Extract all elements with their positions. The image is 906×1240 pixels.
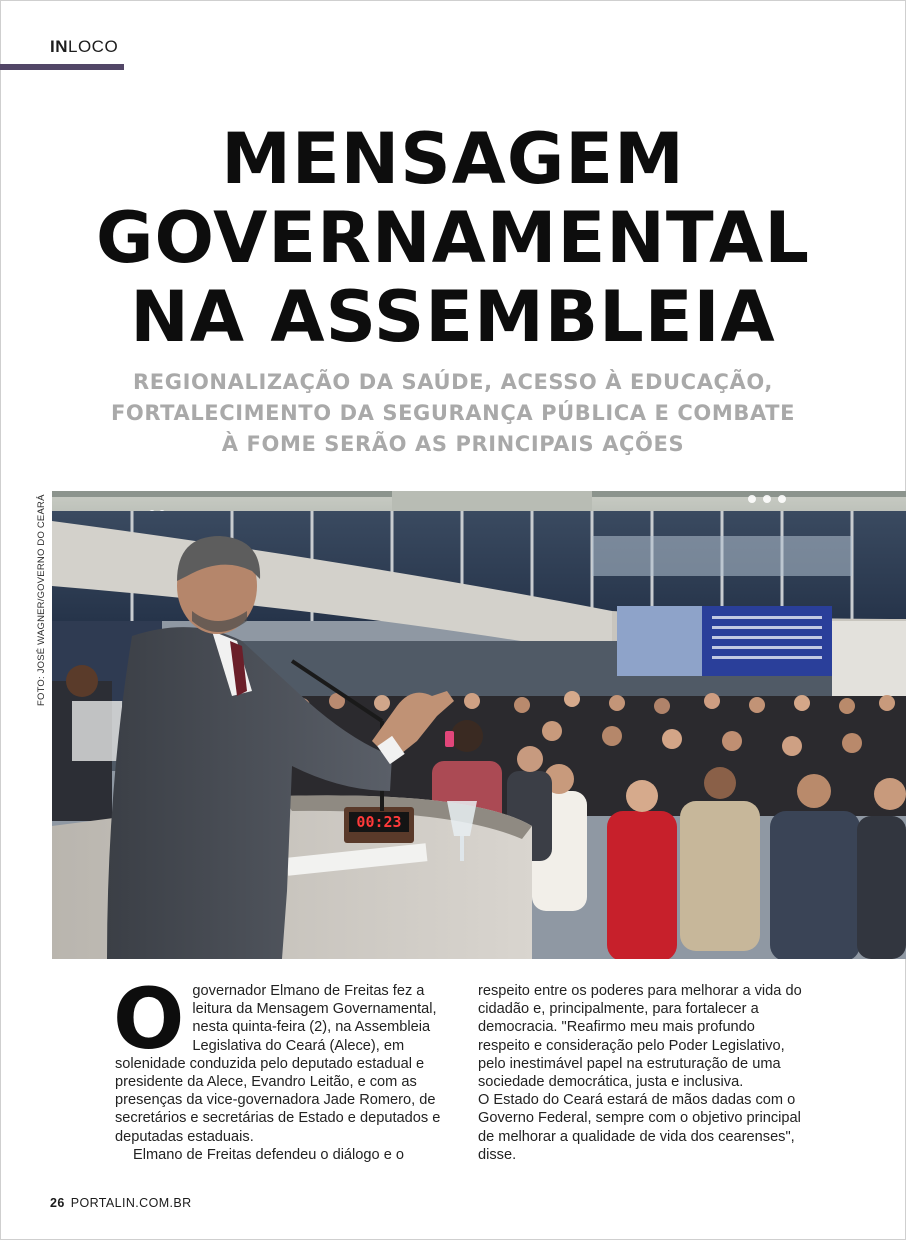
- subheadline: [0, 367, 906, 460]
- subheadline-line-2: FORTALECIMENTO DA SEGURANÇA PÚBLICA E COMBATE: [110, 401, 796, 425]
- photo-credit: FOTO: JOSÉ WAGNER/GOVERNO DO CEARÁ: [36, 494, 47, 706]
- subheadline-line-3: À FOME SERÃO AS PRINCIPAIS AÇÕES: [221, 432, 685, 456]
- article-paragraph-1: [113, 970, 455, 1146]
- article-paragraph-2: Elmano de Freitas defendeu o diálogo e o: [133, 1146, 404, 1163]
- page-footer: [50, 1196, 192, 1210]
- article-paragraph-3: respeito entre os poderes para melhorar a vida do cidadão e, principalmente, para fortalecer a democracia. "Reafirmo meu mais profundo respeito e consideração pelo Poder Legislativo, pelo inestimável papel na estruturação de uma sociedade democrática, justa e inclusiva.: [478, 983, 802, 1091]
- section-tag-light: LOCO: [68, 37, 119, 56]
- footer-site: PORTALIN.COM.BR: [70, 1196, 192, 1210]
- article-paragraph-1-text: governador Elmano de Freitas fez a leitura da Mensagem Governamental, nesta quinta-feira (2), na Assembleia Legislativa do Ceará (Alece), em solenidade conduzida pelo deputado estadual e presidente da Alece, Evandro Leitão, e com as presenças da vice-governadora Jade Romero, de secretários e secretárias de Estado e deputados e deputadas estaduais.: [115, 983, 441, 1145]
- subheadline-line-1: REGIONALIZAÇÃO DA SAÚDE, ACESSO À EDUCAÇÃO,: [133, 370, 773, 394]
- headline: [0, 120, 906, 357]
- page-number: 26: [50, 1196, 65, 1210]
- headline-line-2: GOVERNAMENTAL: [96, 197, 810, 279]
- headline-line-3: NA ASSEMBLEIA: [130, 276, 776, 358]
- drop-cap: O: [113, 970, 185, 1068]
- article-column-right: [478, 982, 808, 1164]
- article-photo: [52, 491, 906, 959]
- section-accent-bar: [0, 64, 124, 70]
- photo-illustration: [52, 491, 906, 959]
- podium-timer-text: 00:23: [356, 813, 402, 831]
- article-paragraph-4: O Estado do Ceará estará de mãos dadas com o Governo Federal, sempre com o objetivo principal de melhorar a qualidade de vida dos cearenses", disse.: [478, 1092, 801, 1163]
- section-tag: [50, 37, 118, 57]
- section-tag-bold: IN: [50, 37, 68, 56]
- article-column-left: [113, 970, 455, 1164]
- headline-line-1: MENSAGEM: [221, 118, 685, 200]
